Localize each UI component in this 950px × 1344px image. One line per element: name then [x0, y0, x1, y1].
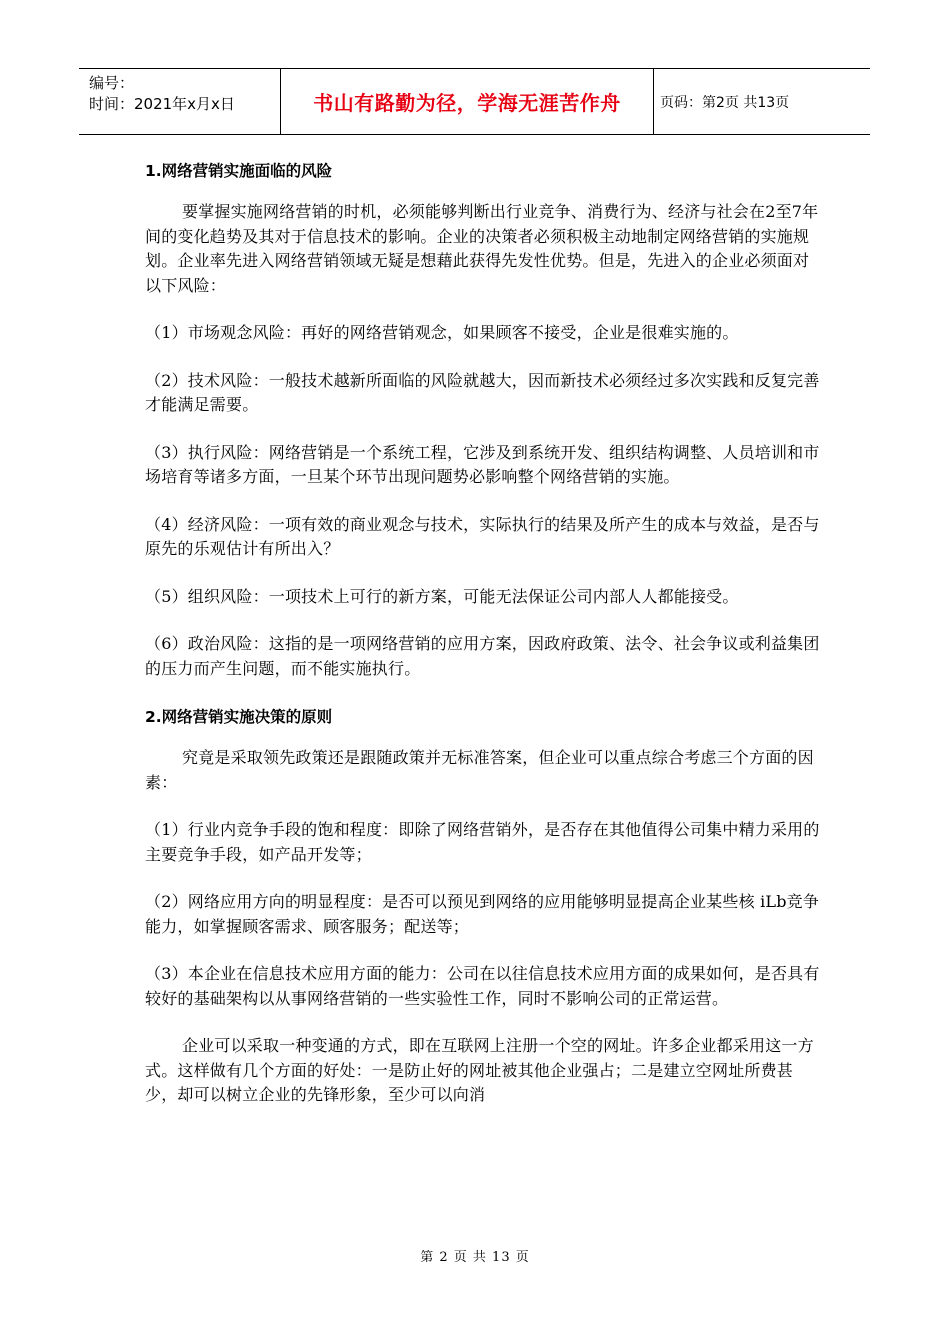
paragraph-intro: 要掌握实施网络营销的时机，必须能够判断出行业竞争、消费行为、经济与社会在2至7年间的变化趋势及其对于信息技术的影响。企业的决策者必须积极主动地制定网络营销的实施规划。企业率先进入网络营销领域无疑是想藉此获得先发性优势。但是，先进入的企业必须面对以下风险： [145, 202, 819, 295]
page-footer: 第 2 页 共 13 页 [420, 1250, 530, 1265]
paragraph-competition-saturation: （1）行业内竞争手段的饱和程度：即除了网络营销外，是否存在其他值得公司集中精力采用的主要竞争手段，如产品开发等； [145, 820, 820, 864]
header-meta [79, 69, 281, 134]
paragraph-it-capability: （3）本企业在信息技术应用方面的能力：公司在以往信息技术应用方面的成果如何，是否具有较好的基础架构以从事网络营销的一些实验性工作，同时不影响公司的正常运营。 [145, 964, 820, 1008]
section-heading-risks: 1.网络营销实施面临的风险 [145, 162, 333, 180]
header-page-info: 页码：第2页 共13页 [660, 94, 790, 111]
document-time-label: 时间：2021年x月x日 [89, 95, 235, 113]
section-heading-principles: 2.网络营销实施决策的原则 [145, 708, 333, 726]
paragraph-organization-risk: （5）组织风险：一项技术上可行的新方案，可能无法保证公司内部人人都能接受。 [145, 586, 739, 606]
document-number-label: 编号： [89, 74, 135, 92]
paragraph-principles-intro: 究竟是采取领先政策还是跟随政策并无标准答案，但企业可以重点综合考虑三个方面的因素： [145, 748, 814, 792]
header-motto: 书山有路勤为径，学海无涯苦作舟 [281, 69, 654, 134]
paragraph-market-risk: （1）市场观念风险：再好的网络营销观念，如果顾客不接受，企业是很难实施的。 [145, 323, 739, 342]
paragraph-economic-risk: （4）经济风险：一项有效的商业观念与技术，实际执行的结果及所产生的成本与效益，是否与原先的乐观估计有所出入？ [145, 514, 820, 558]
paragraph-network-application: （2）网络应用方向的明显程度：是否可以预见到网络的应用能够明显提高企业某些核 iLb竞争能力，如掌握顾客需求、顾客服务；配送等； [145, 892, 820, 936]
paragraph-political-risk: （6）政治风险：这指的是一项网络营销的应用方案，因政府政策、法令、社会争议或利益集团的压力而产生问题，而不能实施执行。 [145, 634, 820, 678]
paragraph-workaround: 企业可以采取一种变通的方式，即在互联网上注册一个空的网址。许多企业都采用这一方式。这样做有几个方面的好处：一是防止好的网址被其他企业强占；二是建立空网址所费甚少，却可以树立企业的先锋形象，至少可以向消 [145, 1036, 814, 1104]
document-body [145, 158, 825, 1131]
paragraph-execution-risk: （3）执行风险：网络营销是一个系统工程，它涉及到系统开发、组织结构调整、人员培训和市场培育等诸多方面，一旦某个环节出现问题势必影响整个网络营销的实施。 [145, 442, 820, 486]
paragraph-tech-risk: （2）技术风险：一般技术越新所面临的风险就越大，因而新技术必须经过多次实践和反复完善才能满足需要。 [145, 370, 820, 414]
page-header [79, 68, 870, 135]
